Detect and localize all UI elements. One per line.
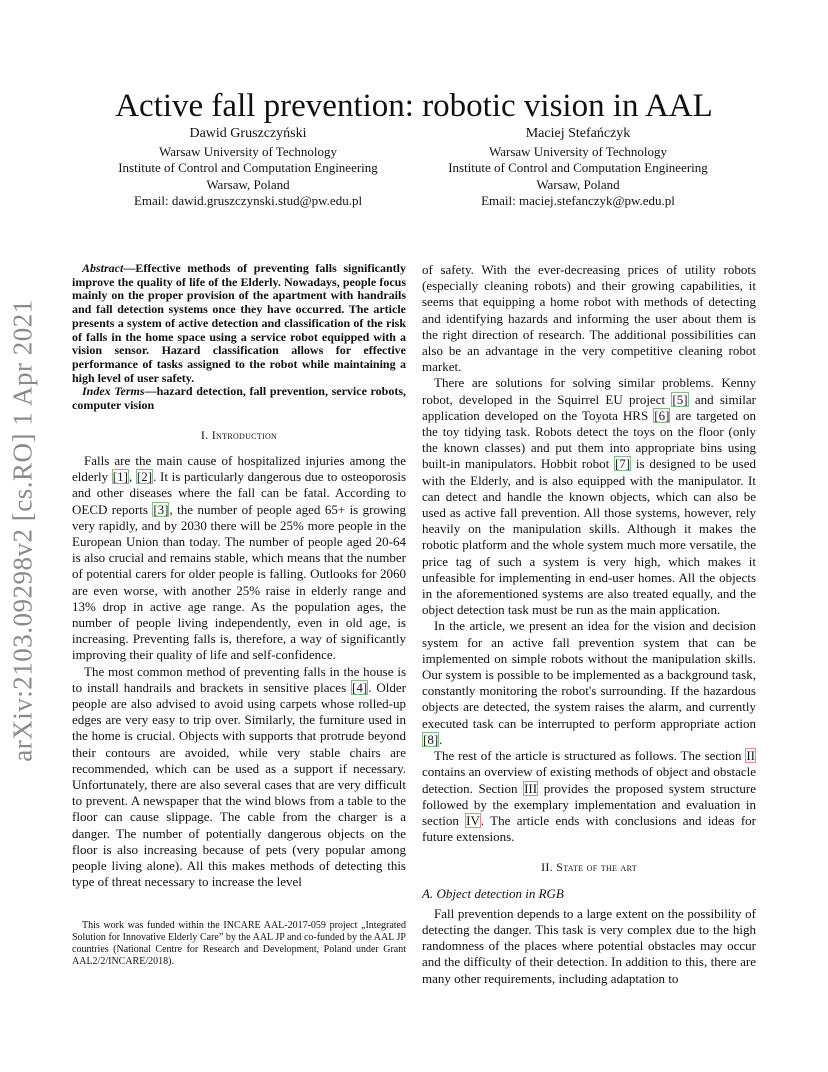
text-run: , xyxy=(128,469,136,485)
intro-paragraph-5 xyxy=(422,618,756,748)
left-column xyxy=(72,262,406,890)
text-run: and similar application developed on the Toyota HRS xyxy=(422,391,756,423)
author-affiliation: Warsaw University of Technology xyxy=(159,143,337,159)
index-terms-label: Index Terms xyxy=(82,384,145,399)
citation-link[interactable]: [3] xyxy=(153,501,169,517)
subsection-heading-object-detection: A. Object detection in RGB xyxy=(422,885,564,901)
text-run: The rest of the article is structured as follows. The section xyxy=(434,748,746,764)
right-column xyxy=(422,262,756,987)
section-heading-introduction: I. Introduction xyxy=(200,427,278,442)
index-terms-text: —hazard detection, fall prevention, service robots, computer vision xyxy=(72,384,407,413)
author-location: Warsaw, Poland xyxy=(206,176,290,192)
text-run: In the article, we present an idea for the vision and decision system for an active fall prevention system that can be implemented on simple robots without the manipulation skills. Our system is possible to be implemented as a background task, constantly monitoring the robot's surrounding. If the hazardous objects are detected, the system raises the alarm, and currently executed task can be interrupted to perform appropriate action xyxy=(422,618,756,731)
abstract xyxy=(72,262,406,385)
citation-link[interactable]: [8] xyxy=(423,731,439,747)
intro-paragraph-3: of safety. With the ever-decreasing prices of utility robots (especially cleaning robots) and their growing capabilities, it seems that equipping a home robot with methods of detecting and identifying hazards and informing the user about them is the right direction of research. The additional possibilities can also be an advantage in the very competitive cleaning robot market. xyxy=(422,262,756,375)
text-run: . It is particularly dangerous due to osteoporosis and other diseases where the fall can be fatal. According to OECD reports xyxy=(72,469,407,517)
author-email[interactable]: Email: dawid.gruszczynski.stud@pw.edu.pl xyxy=(133,193,363,209)
section-ref-link[interactable]: IV xyxy=(466,812,480,828)
text-run: is designed to be used with the Elderly, and is also equipped with the manipulator. It can detect and handle the known objects, which can also be used as active fall prevention. All those systems, however, rely heavily on the manipulation skills. Although it makes the robotic platform and the whole system much more versatile, the price tag of such a system is very high, which makes it unfeasible for implementing in end-user homes. All the objects in the aforementioned systems are also treated equally, and the object detection task must be run as the main application. xyxy=(422,456,756,618)
arxiv-id[interactable]: arXiv:2103.09298v2 [cs.RO] 1 Apr 2021 xyxy=(7,298,38,762)
funding-footnote: This work was funded within the INCARE AAL-2017-059 project „Integrated Solution for Innovative Elderly Care” by the AAL JP and co-funded by the AAL JP countries (National Centre for Research and Development, Poland under Grant AAL2/2/INCARE/2018). xyxy=(72,920,406,967)
text-run: There are solutions for solving similar problems. Kenny robot, developed in the Squirrel EU project xyxy=(422,375,756,407)
section-heading-state-of-the-art: II. State of the art xyxy=(541,860,637,875)
intro-paragraph-2 xyxy=(72,664,406,891)
author-institute: Institute of Control and Computation Engineering xyxy=(118,160,378,176)
abstract-text: —Effective methods of preventing falls significantly improve the quality of life of the Elderly. Nowadays, people focus mainly on the proper provision of the apartment with handrails and fall detection systems once they have occurred. The article presents a system of active detection and classification of the risk of falls in the home space using a service robot equipped with a vision sensor. Hazard classification allows for effective performance of tasks assigned to the robot while maintaining a high level of user safety. xyxy=(72,261,406,385)
author-name: Dawid Gruszczyński xyxy=(189,126,307,141)
author-affiliation: Warsaw University of Technology xyxy=(489,143,667,159)
author-institute: Institute of Control and Computation Engineering xyxy=(448,160,708,176)
section-ref-link[interactable]: III xyxy=(524,780,538,796)
author-location: Warsaw, Poland xyxy=(536,176,620,192)
intro-paragraph-1 xyxy=(72,453,406,664)
index-terms xyxy=(72,385,406,412)
citation-link[interactable]: [4] xyxy=(352,679,368,695)
citation-link[interactable]: [1] xyxy=(112,469,128,485)
section-ref-link[interactable]: II xyxy=(746,748,755,764)
author-block-2 xyxy=(428,126,728,210)
text-run: , the number of people aged 65+ is growing very rapidly, and by 2030 there will be 25% more people in the European Union than today. The number of people aged 20-64 is also crucial and remains stable, which means that the number of potential carers for older people is falling. Outlooks for 2060 are even worse, with another 25% raise in elderly range and 13% drop in active age range. As the population ages, the number of people living independently, even in old age, is increasing. Preventing falls is, therefore, a way of significantly improving their quality of life and self-confidence. xyxy=(72,501,406,663)
text-run: . The article ends with conclusions and ideas for future extensions. xyxy=(422,812,756,845)
text-run: contains an overview of existing methods of object and obstacle detection. Section xyxy=(422,764,756,796)
sota-paragraph-1: Fall prevention depends to a large extent on the possibility of detecting the danger. This task is very complex due to the high randomness of the places where potential obstacles may occur and the difficulty of their detection. In addition to this, there are many other requirements, including adaptation to xyxy=(422,905,756,986)
intro-paragraph-6 xyxy=(422,748,756,845)
intro-paragraph-4 xyxy=(422,375,756,618)
arxiv-identifier-stamp xyxy=(3,300,43,760)
text-run: . xyxy=(439,731,443,747)
citation-link[interactable]: [5] xyxy=(672,391,688,407)
text-run: Falls are the main cause of hospitalized injuries among the elderly xyxy=(72,452,406,485)
citation-link[interactable]: [6] xyxy=(654,407,670,423)
author-name: Maciej Stefańczyk xyxy=(525,126,631,141)
abstract-label: Abstract xyxy=(82,261,124,275)
text-run: are targeted on the toy tidying task. Robots detect the toys on the floor (only the known classes) and put them into appropriate bins using built-in manipulators. Hobbit robot xyxy=(422,407,757,472)
text-run: . Older people are also advised to avoid using carpets whose rolled-up edges are very easy to trip over. Similarly, the furniture used in the home is crucial. Objects with supports that protrude beyond their contours are avoided, while very stable chairs are recommended, which can be used as a support if necessary. Unfortunately, there are also several cases that are very difficult to prevent. A newspaper that the wind blows from a table to the floor can cause slippage. The cable from the charger is a danger. The number of potentially dangerous objects on the floor is also increasing because of pets (very popular among people living alone). All this makes methods of detecting this type of threat necessary to increase the level xyxy=(72,679,406,890)
citation-link[interactable]: [7] xyxy=(614,456,631,472)
citation-link[interactable]: [2] xyxy=(136,469,153,485)
text-run: provides the proposed system structure followed by the exemplary implementation and evaluation in section xyxy=(422,780,756,828)
author-block-1 xyxy=(98,126,398,210)
text-run: The most common method of preventing falls in the house is to install handrails and brackets in sensitive places xyxy=(72,663,406,695)
paper-title: Active fall prevention: robotic vision in AAL xyxy=(115,88,713,125)
author-email[interactable]: Email: maciej.stefanczyk@pw.edu.pl xyxy=(481,193,675,209)
